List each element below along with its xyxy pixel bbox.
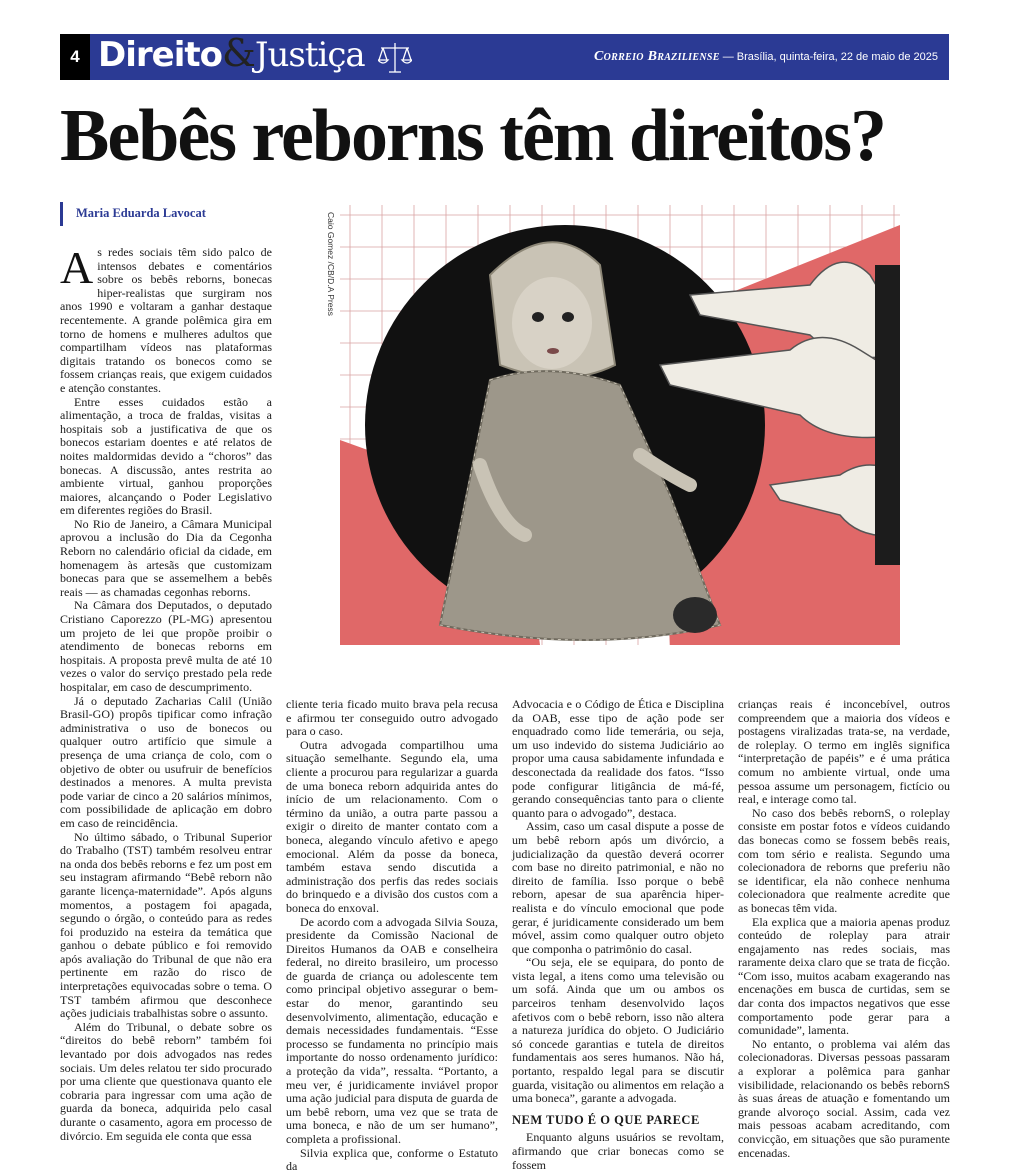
paragraph-text: s redes sociais têm sido palco de intensos debates e comentários sobre os bebês reborns, bonecas hiper-realistas que surgiram nos anos 1990 e voltaram a ganhar destaque recentemente. A grande polêmica gira em torno de homens e mulheres adultos que compartilham vídeos nas plataformas digitais tratando os bonecos como se fossem crianças reais, que exigem cuidados e atenção constantes.	[60, 245, 272, 395]
date-text: — Brasília, quinta-feira, 22 de maio de 2025	[722, 51, 938, 63]
paragraph: Silvia explica que, conforme o Estatuto da	[286, 1145, 498, 1174]
section-word-2: Justiça	[254, 35, 365, 75]
paragraph: Além do Tribunal, o debate sobre os “direitos do bebê reborn” também foi levantado por dois advogados nas redes sociais. Um deles relatou ter sido procurado por uma cliente que questionava quanto ele cobraria para ingressar com uma ação de guarda da boneca, adquirida pelo casal durante o casamento, agora em processo de divórcio. Em seguida ele conta que essa	[60, 1019, 272, 1143]
page-number: 4	[60, 34, 90, 80]
reborn-doll-collage-illustration	[340, 205, 900, 645]
drop-cap: A	[60, 242, 94, 293]
article-column-1	[60, 242, 272, 1143]
paragraph: Outra advogada compartilhou uma situação semelhante. Segundo ela, uma cliente a procurou para regularizar a guarda de uma boneca reborn adquirida antes do início de um relacionamento. Com o término da união, a outra parte passou a exigir o direito de manter contato com a boneca, alegando vínculo afetivo e apego emocional. Além da posse da boneca, também estava sendo discutida a administração dos perfis das redes sociais do brinquedo e a divisão dos custos com a boneca do enxoval.	[286, 737, 498, 915]
paragraph: No último sábado, o Tribunal Superior do Trabalho (TST) também resolveu entrar na onda dos bebês reborns e fez um post em seu instagram afirmando “Bebê reborn não garante licença-maternidade”. Após alguns momentos, a postagem foi apagada, segundo o órgão, o conteúdo para as redes foi produzido na esteira da temática que ganhou o debate público e foi removido após avaliação do Tribunal de que não era pertinente em razão do risco de interpretações equivocadas sobre o tema. O TST também afirmou que desconhece ações judiciais trabalhistas sobre o assunto.	[60, 829, 272, 1021]
paragraph: Assim, caso um casal dispute a posse de um bebê reborn após um divórcio, a judicialização da questão deverá ocorrer com base no direito patrimonial, e não no direito de família. Isso porque o bebê reborn, apesar de sua aparência hiper-realista e do vínculo emocional que pode gerar, é juridicamente considerado um bem móvel, assim como qualquer outro objeto que componha o patrimônio do casal.	[512, 819, 724, 956]
article-column-3	[512, 698, 724, 1172]
photo-credit	[326, 212, 336, 332]
paragraph: No caso dos bebês rebornS, o roleplay consiste em postar fotos e vídeos cuidando das bonecas como se fossem bebês reais, com tom sério e realista. Segundo uma colecionadora de reborns que preferiu não se identificar, ela não conhece nenhuma colecionadora que realmente acredite que as bonecas têm vida.	[738, 805, 950, 915]
section-title	[98, 31, 365, 75]
section-ampersand: &	[221, 31, 255, 75]
section-word-1: Direito	[98, 35, 222, 75]
dateline	[594, 49, 938, 65]
paragraph: Já o deputado Zacharias Calil (União Brasil-GO) propôs tipificar como infração administrativa o uso de bonecos ou qualquer outro artifício que simule a presença de uma criança de colo, com o objetivo de obter ou usufruir de benefícios destinados a menores. A multa prevista pode variar de cinco a 20 salários mínimos, com possibilidade de aplicação em dobro em caso de reincidência.	[60, 693, 272, 830]
newspaper-name: Correio Braziliense	[594, 49, 720, 64]
paragraph: Entre esses cuidados estão a alimentação, a troca de fraldas, visitas a hospitais sob a justificativa de que os bonecos estariam doentes e até relatos de noites maldormidas devido a “choros” das bonecas. A discussão, antes restrita ao ambiente virtual, ganhou proporções maiores, alcançando o Poder Legislativo em diferentes regiões do Brasil.	[60, 394, 272, 518]
paragraph: No entanto, o problema vai além das colecionadoras. Diversas pessoas passaram a explorar a polêmica para ganhar visibilidade, relacionando os bebês rebornS às suas áreas de atuação e fomentando um grande alvoroço social. Assim, cada vez mais pessoas acabam acreditando, com convicção, em situações que são puramente encenadas.	[738, 1036, 950, 1160]
article-column-2	[286, 698, 498, 1174]
paragraph: Na Câmara dos Deputados, o deputado Cristiano Caporezzo (PL-MG) apresentou um projeto de lei que propõe proibir o atendimento de bonecas reborns em hospitais. A proposta prevê multa de até 10 vezes o valor do serviço prestado pela rede hospitalar, em caso de descumprimento.	[60, 598, 272, 694]
paragraph: Advocacia e o Código de Ética e Disciplina da OAB, esse tipo de ação pode ser enquadrado como lide temerária, ou seja, um uso indevido do sistema Judiciário ao propor uma causa sabidamente infundada e desconectada da realidade dos fatos. “Isso pode configurar litigância de má-fé, gerando consequências tanto para o cliente quanto para o advogado”, destaca.	[512, 697, 724, 820]
paragraph: cliente teria ficado muito brava pela recusa e afirmou ter conseguido outro advogado para o caso.	[286, 697, 498, 739]
photo-credit-text: Caio Gomez /CB/D.A Press	[326, 212, 336, 316]
paragraph: Ela explica que a maioria apenas produz conteúdo de roleplay para atrair engajamento nas redes sociais, mas raramente deixa claro que se trata de ficção. “Com isso, muitos acabam exagerando nas encenações em busca de curtidas, sem se dar conta dos impactos negativos que esse comportamento pode gerar para a comunidade”, lamenta.	[738, 914, 950, 1038]
subheading: NEM TUDO É O QUE PARECE	[512, 1112, 700, 1127]
article-column-4	[738, 698, 950, 1160]
headline: Bebês reborns têm direitos?	[60, 95, 886, 177]
paragraph	[60, 242, 272, 396]
author-byline: Maria Eduarda Lavocat	[76, 206, 206, 220]
paragraph: crianças reais é inconcebível, outros compreendem que a maioria dos vídeos e postagens viralizadas trata-se, na verdade, de roleplay. O termo em inglês significa “interpretação de papéis” e é uma prática comum no ambiente virtual, onde uma pessoa assume um personagem, fictício ou real, e interage como tal.	[738, 697, 950, 807]
scales-of-justice-icon	[378, 40, 412, 76]
paragraph: “Ou seja, ele se equipara, do ponto de vista legal, a itens como uma televisão ou um sofá. Ainda que um ou ambos os parceiros tenham desenvolvido laços afetivos com o bebê reborn, isso não altera a natureza jurídica do objeto. O Judiciário só concede garantias e tutela de direitos fundamentais aos seres humanos. Não há, portanto, respaldo legal para se discutir guarda, visitação ou alimentos em relação a uma boneca”, garante a advogada.	[512, 955, 724, 1106]
paragraph: De acordo com a advogada Silvia Souza, presidente da Comissão Nacional de Direitos Humanos da OAB e conselheira federal, no direito brasileiro, um processo de guarda de criança ou adolescente tem como principal objetivo assegurar o bem-estar do menor, garantindo seu desenvolvimento, alimentação, educação e demais necessidades fundamentais. “Esse processo se fundamenta no princípio mais importante do nosso ordenamento jurídico: a proteção da vida”, ressalta. “Portanto, a meu ver, é juridicamente inviável propor uma ação judicial para disputa de guarda de um bebê reborn, uma vez que se trata de uma boneca, e não de um ser humano”, completa a profissional.	[286, 914, 498, 1146]
paragraph: Enquanto alguns usuários se revoltam, afirmando que criar bonecas como se fossem	[512, 1130, 724, 1172]
author-rule	[60, 202, 63, 226]
paragraph: No Rio de Janeiro, a Câmara Municipal aprovou a inclusão do Dia da Cegonha Reborn no calendário oficial da cidade, em homenagem às artesãs que customizam bonecas para que se assemelhem a bebês reais — as chamadas cegonhas reborns.	[60, 516, 272, 599]
